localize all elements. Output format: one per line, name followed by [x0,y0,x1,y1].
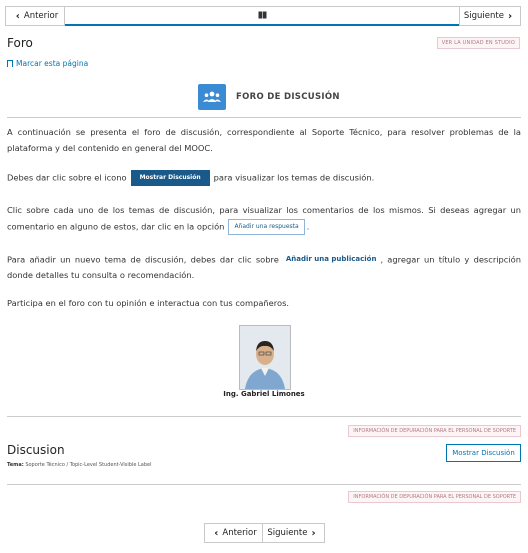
bottom-next-button[interactable] [263,523,325,543]
bookmark-label: Marcar esta página [16,59,89,68]
participate-paragraph: Participa en el foro con tu opinión e interactua con tus compañeros. [7,298,290,308]
instruction-text: . [306,221,310,231]
instruction-text: Clic sobre cada uno de los temas de discusión, para visualizar los comentarios de los mismos. Si deseas agregar un comentario en alguno de estos, dar clic en la opción [7,205,521,231]
add-response-inline-button: Añadir una respuesta [228,219,304,235]
unit-title: Foro [7,36,33,50]
prev-label: Anterior [23,11,59,21]
intro-paragraph: A continuación se presenta el foro de discusión, correspondiente al Soporte Técnico, para resolver problemas de la plataforma y del contenido en general del MOOC. [7,127,521,153]
chevron-right-icon: › [507,10,513,22]
topic-label: Tema: [7,462,24,468]
instruction-paragraph-2 [7,203,521,235]
topic-value: Soporte Técnico / Topic-Level Student-Visible Label [25,462,152,468]
bookmark-button[interactable] [7,59,88,68]
unit-tab[interactable] [65,6,459,26]
divider [7,484,521,485]
chevron-left-icon: ‹ [214,527,219,539]
instruction-text: Para añadir un nuevo tema de discusión, debes dar clic sobre [7,254,279,265]
instruction-text: , agregar un título y descripción donde detalles tu consulta o recomendación. [7,254,522,280]
instructor-photo [239,325,291,390]
book-icon [258,11,267,22]
divider [7,416,521,417]
prev-button[interactable] [5,6,65,26]
bottom-prev-button[interactable] [204,523,263,543]
instruction-text: Debes dar clic sobre el icono [7,172,127,183]
mostrar-discusion-inline-button: Mostrar Discusión [131,170,210,186]
forum-heading: FORO DE DISCUSIÓN [236,92,340,102]
instruction-paragraph-3 [7,252,521,283]
instruction-text: para visualizar los temas de discusión. [213,172,375,183]
chevron-right-icon: › [311,527,316,539]
users-group-icon [198,84,226,110]
divider [7,117,521,118]
bottom-sequence-nav [204,523,325,543]
show-discussion-button[interactable]: Mostrar Discusión [446,444,521,462]
bookmark-icon [7,60,13,67]
next-label: Siguiente [267,528,308,538]
discussion-title: Discusion [7,443,65,457]
forum-header [198,84,340,110]
debug-info-button[interactable]: INFORMACIÓN DE DEPURACIÓN PARA EL PERSONAL DE SOPORTE [348,491,521,503]
topic-line [7,462,152,468]
add-post-inline-link: Añadir una publicación [285,255,377,263]
active-tab-indicator [65,24,459,26]
instruction-paragraph-1 [7,170,521,186]
prev-label: Anterior [222,528,257,538]
chevron-left-icon: ‹ [15,10,20,22]
next-label: Siguiente [463,11,504,21]
view-in-studio-link[interactable]: VER LA UNIDAD EN STUDIO [437,37,520,49]
instructor-name: Ing. Gabriel Limones [223,390,305,398]
debug-info-button[interactable]: INFORMACIÓN DE DEPURACIÓN PARA EL PERSONAL DE SOPORTE [348,425,521,437]
top-sequence-nav [5,6,521,26]
next-button[interactable] [459,6,521,26]
